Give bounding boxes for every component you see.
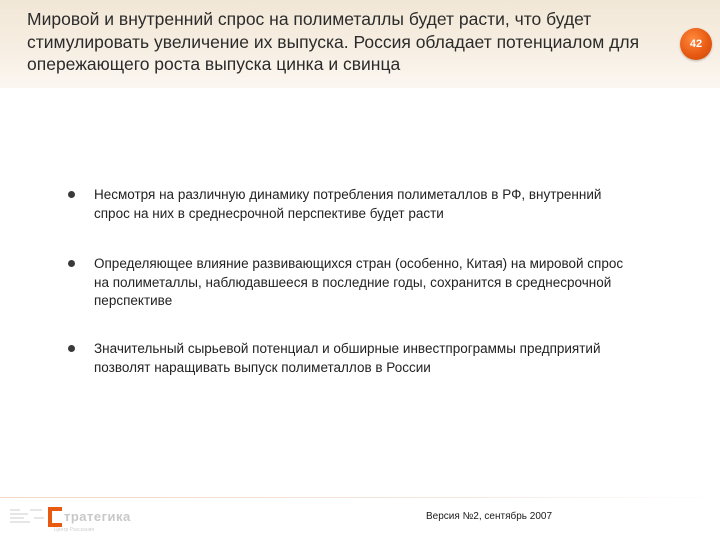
bullet-dot-icon [68, 345, 75, 352]
slide-header [0, 0, 720, 88]
logo-tagline: Центр Рэнскания [54, 527, 95, 533]
bullet-dot-icon [68, 191, 75, 198]
strategika-logo [8, 500, 168, 534]
version-label: Версия №2, сентябрь 2007 [426, 511, 553, 522]
bullet-text: Несмотря на различную динамику потребления полиметаллов в РФ, внутренний спрос на них в среднесрочной перспективе будет расти [94, 187, 602, 221]
page-number-badge: 42 [680, 28, 712, 60]
footer-divider [0, 497, 720, 498]
bullet-text: Определяющее влияние развивающихся стран (особенно, Китая) на мировой спрос на полиметаллы, наблюдавшееся в последние годы, сохранится в среднесрочной перспективе [94, 256, 624, 308]
slide-title: Мировой и внутренний спрос на полиметаллы будет расти, что будет стимулировать увеличение их выпуска. Россия обладает потенциалом для опережающего роста выпуска цинка и свинца [27, 9, 640, 74]
bullet-dot-icon [68, 260, 75, 267]
logo-wordmark: тратегика [64, 509, 131, 524]
bullet-text: Значительный сырьевой потенциал и обширные инвестпрограммы предприятий позволят наращивать выпуск полиметаллов в России [94, 341, 601, 375]
